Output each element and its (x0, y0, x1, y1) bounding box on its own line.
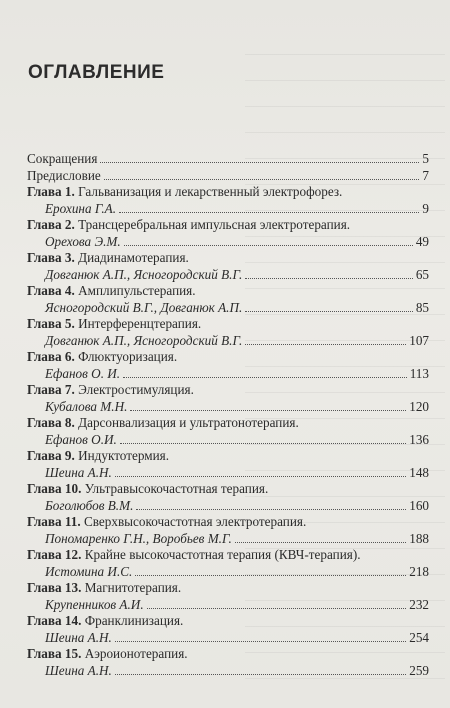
chapter-heading (27, 481, 429, 498)
chapter-number: Глава 8. (27, 415, 75, 430)
chapter-title-line (27, 448, 169, 465)
toc-chapter-1 (27, 184, 429, 217)
toc-page-number: 9 (422, 200, 429, 216)
chapter-title: Индуктотермия. (78, 448, 169, 463)
chapter-author-line (27, 333, 429, 350)
chapter-heading (27, 382, 429, 399)
leader-dots (235, 542, 406, 543)
leader-dots (119, 212, 419, 213)
chapter-title-line (27, 250, 189, 267)
toc-entry-abbreviations (27, 151, 429, 168)
chapter-heading (27, 250, 429, 267)
chapter-number: Глава 2. (27, 217, 75, 232)
toc-chapter-8 (27, 415, 429, 448)
chapter-heading (27, 613, 429, 630)
toc-chapter-15 (27, 646, 429, 679)
chapter-author-line (27, 267, 429, 284)
chapter-title-line (27, 217, 350, 234)
chapter-author: Крупенников А.И. (45, 596, 144, 612)
chapter-title-line (27, 415, 299, 432)
chapter-title-line (27, 580, 181, 597)
chapter-author: Довганюк А.П., Ясногородский В.Г. (45, 266, 243, 282)
chapter-title: Диадинамотерапия. (78, 250, 189, 265)
chapter-title-line (27, 382, 194, 399)
toc-chapter-10 (27, 481, 429, 514)
chapter-heading (27, 316, 429, 333)
leader-dots (115, 476, 406, 477)
chapter-author-line (27, 366, 429, 383)
chapter-heading (27, 283, 429, 300)
chapter-author: Боголюбов В.М. (45, 497, 134, 513)
leader-dots (245, 278, 413, 279)
chapter-title-line (27, 514, 306, 531)
chapter-author: Шеина А.Н. (45, 464, 112, 480)
chapter-number: Глава 7. (27, 382, 75, 397)
chapter-heading (27, 547, 429, 564)
chapter-author: Шеина А.Н. (45, 662, 112, 678)
chapter-author-line (27, 201, 429, 218)
chapter-title-line (27, 184, 342, 201)
chapter-number: Глава 14. (27, 613, 82, 628)
chapter-author: Пономаренко Г.Н., Воробьев М.Г. (45, 530, 232, 546)
toc-chapter-11 (27, 514, 429, 547)
toc-entry-label: Сокращения (27, 151, 98, 166)
chapter-title-line (27, 547, 361, 564)
chapter-title: Ультравысокочастотная терапия. (84, 481, 269, 496)
chapter-title: Магнитотерапия. (84, 580, 182, 595)
toc-chapter-12 (27, 547, 429, 580)
toc-page-number: 5 (422, 151, 429, 166)
chapter-heading (27, 448, 429, 465)
chapter-author-line (27, 234, 429, 251)
chapter-number: Глава 10. (27, 481, 82, 496)
leader-dots (245, 344, 406, 345)
chapter-title: Аэроионотерапия. (84, 646, 188, 661)
toc-page-number: 65 (415, 266, 429, 282)
chapter-number: Глава 4. (27, 283, 75, 298)
leader-dots (136, 509, 406, 510)
leader-dots (124, 245, 413, 246)
chapter-author-line (27, 399, 429, 416)
table-of-contents (27, 151, 429, 679)
chapter-number: Глава 3. (27, 250, 75, 265)
toc-chapter-6 (27, 349, 429, 382)
toc-page-number: 254 (409, 629, 429, 645)
chapter-author: Довганюк А.П., Ясногородский В.Г. (45, 332, 243, 348)
chapter-list (27, 184, 429, 679)
page-title: ОГЛАВЛЕНИЕ (28, 62, 165, 83)
chapter-title: Гальванизация и лекарственный электрофорез. (78, 184, 343, 199)
toc-page-number: 136 (409, 431, 429, 447)
chapter-title-line (27, 283, 196, 300)
chapter-author-line (27, 663, 429, 680)
leader-dots (100, 162, 419, 163)
chapter-author-line (27, 498, 429, 515)
chapter-number: Глава 11. (27, 514, 81, 529)
chapter-title: Франклинизация. (84, 613, 184, 628)
chapter-heading (27, 415, 429, 432)
chapter-author-line (27, 300, 429, 317)
chapter-title: Дарсонвализация и ультратонотерапия. (78, 415, 299, 430)
toc-chapter-13 (27, 580, 429, 613)
toc-chapter-9 (27, 448, 429, 481)
chapter-author: Орехова Э.М. (45, 233, 121, 249)
toc-chapter-4 (27, 283, 429, 316)
chapter-heading (27, 349, 429, 366)
chapter-number: Глава 15. (27, 646, 82, 661)
toc-page-number: 7 (422, 167, 429, 183)
chapter-number: Глава 12. (27, 547, 82, 562)
toc-chapter-14 (27, 613, 429, 646)
chapter-author-line (27, 531, 429, 548)
leader-dots (135, 575, 406, 576)
toc-entry-label: Предисловие (27, 167, 101, 183)
toc-page-number: 188 (409, 530, 429, 546)
chapter-title: Сверхвысокочастотная электротерапия. (83, 514, 307, 529)
leader-dots (130, 410, 406, 411)
chapter-author-line (27, 465, 429, 482)
toc-page-number: 259 (409, 662, 429, 678)
toc-page-number: 113 (409, 365, 429, 381)
chapter-author-line (27, 630, 429, 647)
chapter-author-line (27, 564, 429, 581)
chapter-number: Глава 5. (27, 316, 75, 331)
chapter-title-line (27, 349, 177, 366)
chapter-author-line (27, 432, 429, 449)
toc-chapter-2 (27, 217, 429, 250)
chapter-title: Трансцеребральная импульсная электротерапия. (78, 217, 351, 232)
leader-dots (115, 641, 406, 642)
chapter-author: Ефанов О.И. (45, 431, 117, 447)
leader-dots (104, 179, 420, 180)
toc-page-number: 107 (409, 332, 429, 348)
chapter-heading (27, 514, 429, 531)
chapter-author: Ефанов О. И. (45, 365, 121, 381)
chapter-author: Шеина А.Н. (45, 629, 112, 645)
toc-entry-preface (27, 168, 429, 185)
chapter-title-line (27, 481, 268, 498)
toc-page-number: 232 (409, 596, 429, 612)
toc-page-number: 120 (409, 398, 429, 414)
toc-page-number: 49 (415, 233, 429, 249)
chapter-title: Флюктуоризация. (78, 349, 178, 364)
chapter-title-line (27, 613, 183, 630)
chapter-number: Глава 6. (27, 349, 75, 364)
chapter-title-line (27, 316, 201, 333)
toc-page-number: 85 (415, 299, 429, 315)
leader-dots (120, 443, 406, 444)
chapter-title: Электростимуляция. (78, 382, 194, 397)
chapter-title-line (27, 646, 188, 663)
leader-dots (147, 608, 407, 609)
chapter-number: Глава 1. (27, 184, 75, 199)
toc-chapter-3 (27, 250, 429, 283)
toc-page-number: 160 (409, 497, 429, 513)
chapter-author: Кубалова М.Н. (45, 398, 128, 414)
chapter-number: Глава 13. (27, 580, 82, 595)
chapter-title: Амплипульстерапия. (78, 283, 196, 298)
chapter-author: Ясногородский В.Г., Довганюк А.П. (45, 299, 243, 315)
chapter-title: Крайне высокочастотная терапия (КВЧ-терапия). (84, 547, 361, 562)
leader-dots (245, 311, 413, 312)
leader-dots (123, 377, 407, 378)
chapter-heading (27, 184, 429, 201)
toc-page-number: 218 (409, 563, 429, 579)
chapter-author-line (27, 597, 429, 614)
chapter-title: Интерференцтерапия. (78, 316, 202, 331)
chapter-heading (27, 217, 429, 234)
chapter-author: Ерохина Г.А. (45, 200, 117, 216)
toc-chapter-7 (27, 382, 429, 415)
leader-dots (115, 674, 406, 675)
toc-page-number: 148 (409, 464, 429, 480)
chapter-number: Глава 9. (27, 448, 75, 463)
toc-chapter-5 (27, 316, 429, 349)
chapter-heading (27, 646, 429, 663)
chapter-heading (27, 580, 429, 597)
chapter-author: Истомина И.С. (45, 563, 133, 579)
